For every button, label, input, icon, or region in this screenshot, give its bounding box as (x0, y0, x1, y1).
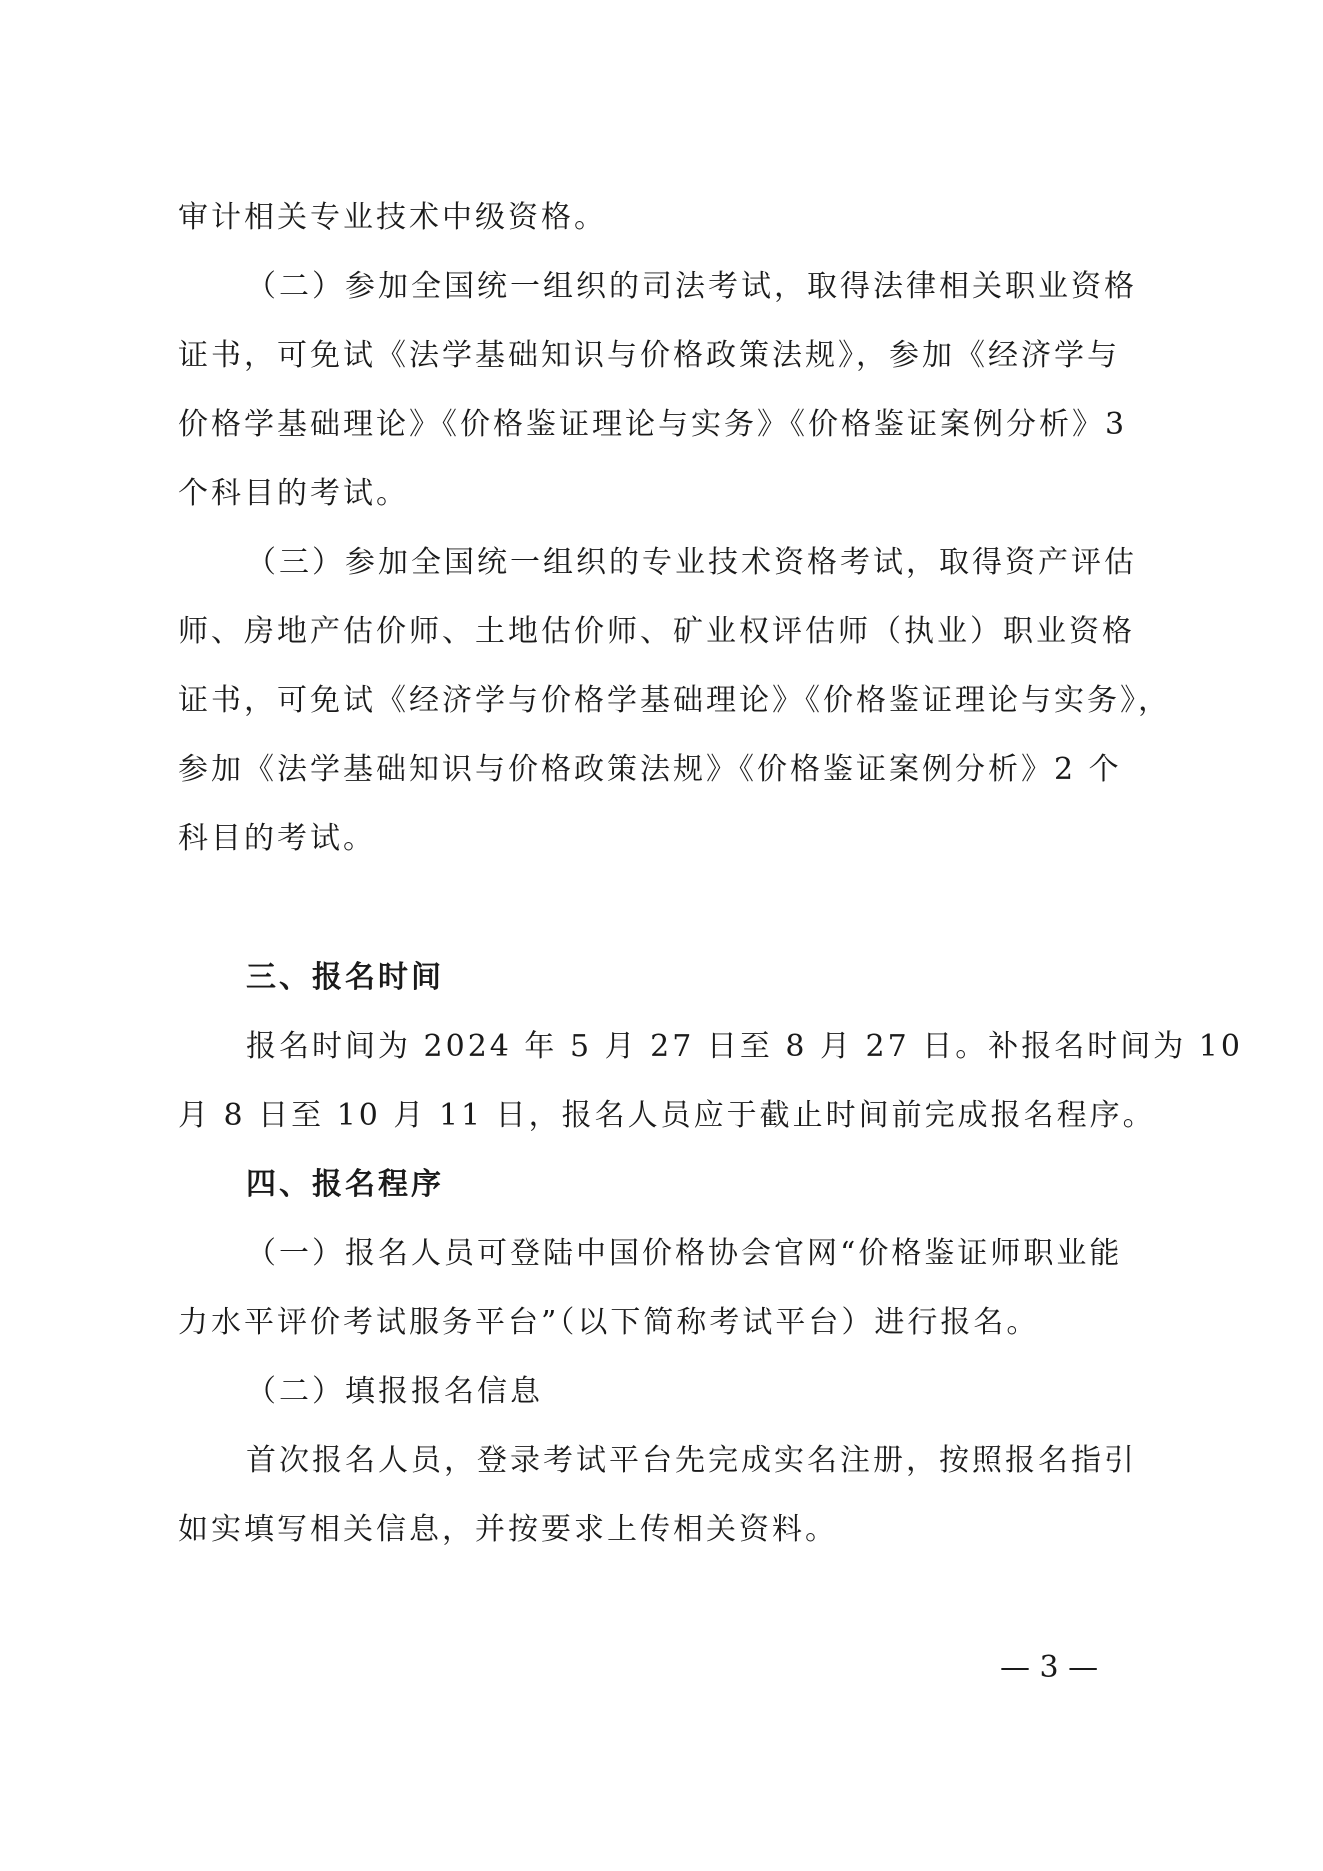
body-line: 力水平评价考试服务平台”（以下简称考试平台）进行报名。 (178, 1305, 1040, 1340)
body-line: 参加《法学基础知识与价格政策法规》《价格鉴证案例分析》2 个 (178, 752, 1122, 787)
body-line: 科目的考试。 (178, 821, 376, 856)
body-line: 首次报名人员，登录考试平台先完成实名注册，按照报名指引 (246, 1443, 1137, 1478)
body-line: 证书，可免试《经济学与价格学基础理论》《价格鉴证理论与实务》， (178, 683, 1171, 718)
paragraph-item-1: （一）报名人员可登陆中国价格协会官网“价格鉴证师职业能 (246, 1236, 1123, 1271)
paragraph-item-3: （三）参加全国统一组织的专业技术资格考试，取得资产评估 (246, 545, 1137, 580)
page-number: — 3 — (1000, 1650, 1099, 1685)
body-line: 价格学基础理论》《价格鉴证理论与实务》《价格鉴证案例分析》3 (178, 407, 1128, 442)
body-line: 个科目的考试。 (178, 476, 409, 511)
body-line: 审计相关专业技术中级资格。 (178, 200, 607, 235)
section-heading-registration-time: 三、报名时间 (246, 960, 444, 995)
body-line: 如实填写相关信息，并按要求上传相关资料。 (178, 1512, 838, 1547)
body-line: 证书，可免试《法学基础知识与价格政策法规》，参加《经济学与 (178, 338, 1120, 373)
section-heading-registration-procedure: 四、报名程序 (246, 1167, 444, 1202)
subheading-fill-info: （二）填报报名信息 (246, 1374, 543, 1409)
paragraph-item-2: （二）参加全国统一组织的司法考试，取得法律相关职业资格 (246, 269, 1137, 304)
body-line: 报名时间为 2024 年 5 月 27 日至 8 月 27 日。补报名时间为 10 (246, 1029, 1243, 1064)
body-line: 月 8 日至 10 月 11 日，报名人员应于截止时间前完成报名程序。 (178, 1098, 1156, 1133)
body-line: 师、房地产估价师、土地估价师、矿业权评估师（执业）职业资格 (178, 614, 1135, 649)
